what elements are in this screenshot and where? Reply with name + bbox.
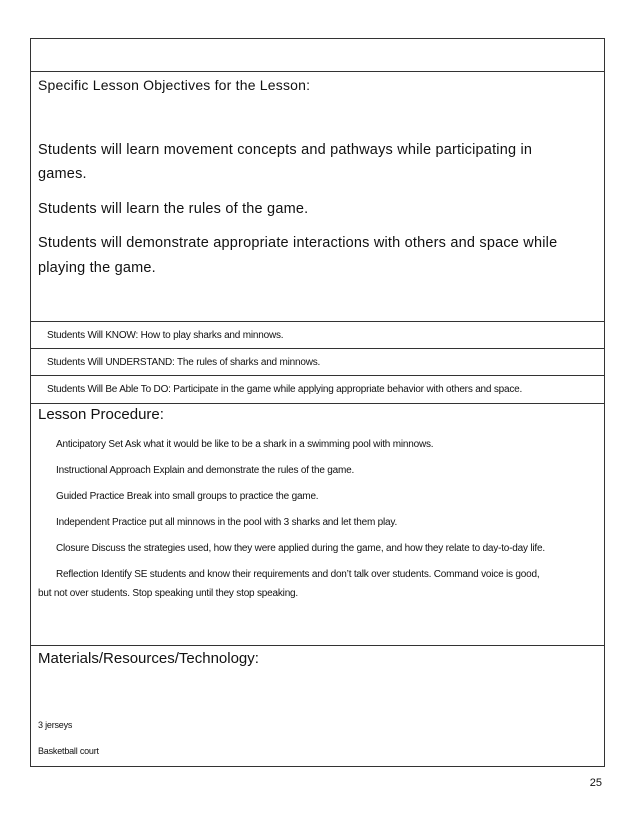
- procedure-item: [38, 460, 598, 482]
- procedure-item-continued: but not over students. Stop speaking until they stop speaking.: [38, 588, 298, 599]
- lesson-plan-table: [30, 38, 605, 767]
- procedure-heading: Lesson Procedure:: [38, 406, 164, 423]
- objective-line: games.: [38, 166, 87, 182]
- students-will-be-able-row: [31, 376, 604, 404]
- procedure-item-text: Guided Practice Break into small groups to practice the game.: [56, 491, 319, 502]
- procedure-item: [38, 486, 598, 508]
- procedure-item: [38, 512, 598, 534]
- objective-line: Students will learn the rules of the game.: [38, 201, 309, 217]
- material-item: Basketball court: [38, 746, 99, 756]
- objectives-heading: Specific Lesson Objectives for the Lesson:: [38, 77, 311, 93]
- objective-line: Students will demonstrate appropriate interactions with others and space while: [38, 235, 558, 251]
- objective-line: Students will learn movement concepts and pathways while participating in: [38, 142, 533, 158]
- students-will-understand-row: [31, 349, 604, 376]
- page-number: 25: [589, 777, 602, 789]
- procedure-item: [38, 538, 598, 560]
- empty-header-row: [31, 39, 604, 72]
- students-will-know-text: Students Will KNOW: How to play sharks and minnows.: [47, 329, 284, 341]
- procedure-item-text: Instructional Approach Explain and demonstrate the rules of the game.: [56, 465, 355, 476]
- procedure-item-text: Reflection Identify SE students and know their requirements and don’t talk over students. Command voice is good,: [56, 569, 540, 580]
- material-item: 3 jerseys: [38, 720, 73, 730]
- students-will-understand-text: Students Will UNDERSTAND: The rules of sharks and minnows.: [47, 356, 321, 368]
- procedure-item-text: Anticipatory Set Ask what it would be like to be a shark in a swimming pool with minnows.: [56, 439, 434, 450]
- materials-heading: Materials/Resources/Technology:: [38, 650, 259, 667]
- procedure-section: [31, 404, 604, 646]
- students-will-be-able-text: Students Will Be Able To DO: Participate in the game while applying appropriate behavior with others and space.: [47, 384, 523, 395]
- procedure-item: [38, 434, 598, 456]
- procedure-item-text: Independent Practice put all minnows in the pool with 3 sharks and let them play.: [56, 517, 398, 528]
- students-will-know-row: [31, 322, 604, 349]
- procedure-item-text: Closure Discuss the strategies used, how they were applied during the game, and how they relate to day-to-day life.: [56, 543, 545, 554]
- objectives-section: [31, 72, 604, 322]
- materials-section: [31, 646, 604, 766]
- objective-line: playing the game.: [38, 260, 156, 276]
